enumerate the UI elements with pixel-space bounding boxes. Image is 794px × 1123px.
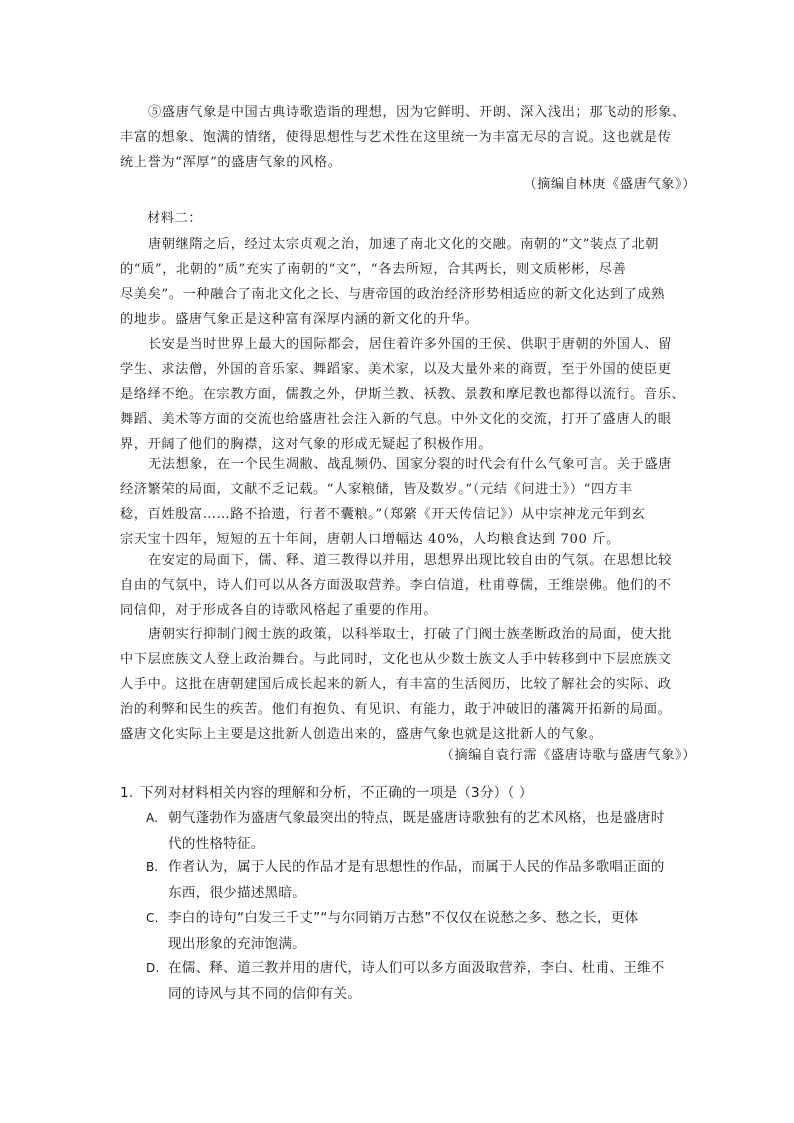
material2-paragraph-5 (120, 622, 685, 747)
option-letter: C. (146, 911, 159, 925)
material1-source: （摘编自林庚《盛唐气象》） (523, 177, 696, 192)
option-a (146, 806, 686, 857)
question-stem (120, 781, 533, 807)
text-line: 中下层庶族文人登上政治舞台。与此同时，文化也从少数士族文人手中转移到中下层庶族文 (120, 652, 672, 667)
text-line: 学生、求法僧，外国的音乐家、舞蹈家、美术家，以及大量外来的商贾，至于外国的使臣更 (120, 362, 672, 377)
option-text: 在儒、释、道三教并用的唐代，诗人们可以多方面汲取营养，李白、杜甫、王维不 (168, 960, 665, 976)
text-line: 在安定的局面下，儒、释、道三教得以并用，思想界出现比较自由的气氛。在思想比较 (148, 553, 672, 568)
text-line: 盛唐文化实际上主要是这批新人创造出来的，盛唐气象也就是这批新人的气象。 (120, 727, 603, 742)
option-b (146, 855, 686, 906)
option-c (146, 906, 686, 957)
option-letter: B. (146, 860, 159, 874)
text-line: 尽美矣”。一种融合了南北文化之长、与唐帝国的政治经济形势相适应的新文化达到了成熟 (120, 287, 666, 302)
text-line: 长安是当时世界上最大的国际都会，居住着许多外国的王侯、供职于唐朝的外国人、留 (148, 337, 672, 352)
text-line: 界，开阔了他们的胸襟，这对气象的形成无疑起了积极作用。 (120, 437, 493, 452)
option-letter: A. (146, 811, 159, 825)
text-line: 丰富的想象、饱满的情绪，使得思想性与艺术性在这里统一为丰富无尽的言说。这也就是传 (120, 130, 672, 145)
material2-paragraph-3 (120, 452, 685, 552)
option-text: 同的诗风与其不同的信仰有关。 (168, 985, 362, 1002)
text-line: 自由的气氛中，诗人们可以从各方面汲取营养。李白信道，杜甫尊儒，王维崇佛。他们的不 (120, 578, 672, 593)
material2-paragraph-4 (120, 548, 685, 623)
text-line: 稔，百姓殷富……路不拾遗，行者不囊粮。”（郑綮《开天传信记》）从中宗神龙元年到玄 (120, 507, 646, 522)
option-text: 现出形象的充沛饱满。 (168, 935, 306, 952)
text-line: 人手中。这批在唐朝建国后成长起来的新人，有丰富的生活阅历，比较了解社会的实际、政 (120, 677, 672, 692)
text-line: 唐朝继隋之后，经过太宗贞观之治，加速了南北文化的交融。南朝的“文”装点了北朝 (148, 237, 660, 252)
option-text: 朝气蓬勃作为盛唐气象最突出的特点，既是盛唐诗歌独有的艺术风格，也是盛唐时 (168, 810, 665, 826)
text-line: 的地步。盛唐气象正是这种富有深厚内涵的新文化的升华。 (120, 312, 479, 327)
text-line: 治的利弊和民生的疾苦。他们有抱负、有见识、有能力，敢于冲破旧的藩篱开拓新的局面。 (120, 702, 672, 717)
option-d (146, 956, 686, 1007)
text-line: 无法想象，在一个民生凋敝、战乱频仍、国家分裂的时代会有什么气象可言。关于盛唐 (148, 457, 672, 472)
option-text: 代的性格特征。 (168, 835, 265, 852)
text-line: 是络绎不绝。在宗教方面，儒教之外，伊斯兰教、袄教、景教和摩尼教也都得以流行。音乐、 (120, 387, 686, 402)
material2-paragraph-2 (120, 332, 685, 457)
option-text: 东西，很少描述黑暗。 (168, 884, 306, 901)
material2-paragraph-1 (120, 232, 685, 332)
option-letter: D. (146, 961, 160, 975)
question-number: 1. (120, 785, 134, 801)
option-text: 作者认为，属于人民的作品才是有思想性的作品，而属于人民的作品多歌唱正面的 (168, 859, 665, 875)
question-text: 下列对材料相关内容的理解和分析，不正确的一项是（3分）（ ） (140, 785, 533, 801)
text-line: 统上誉为“浑厚”的盛唐气象的风格。 (120, 155, 342, 170)
text-line: 同信仰，对于形成各自的诗歌风格起了重要的作用。 (120, 603, 438, 618)
text-line: 的“质”，北朝的“质”充实了南朝的“文”，“各去所短，合其两长，则文质彬彬，尽善 (120, 262, 627, 277)
text-line: 宗天宝十四年，短短的五十年间，唐朝人口增幅达 40%，人均粮食达到 700 斤。 (120, 532, 620, 547)
text-line: ⑤盛唐气象是中国古典诗歌造诣的理想，因为它鲜明、开朗、深入浅出；那飞动的形象、 (148, 105, 686, 120)
material2-source: （摘编自袁行霈《盛唐诗歌与盛唐气象》） (440, 748, 696, 763)
option-text: 李白的诗句“白发三千丈”“与尔同销万古愁”不仅仅在说愁之多、愁之长，更体 (168, 910, 639, 926)
material1-paragraph-5 (120, 100, 685, 175)
material2-heading: 材料二： (147, 211, 203, 226)
text-line: 经济繁荣的局面，文献不乏记载。“人家粮储，皆及数岁。”（元结《问进士》）“四方丰 (120, 482, 633, 497)
text-line: 舞蹈、美术等方面的交流也给盛唐社会注入新的气息。中外文化的交流，打开了盛唐人的眼 (120, 412, 672, 427)
text-line: 唐朝实行抑制门阀士族的政策，以科举取士，打破了门阀士族垄断政治的局面，使大批 (148, 627, 672, 642)
